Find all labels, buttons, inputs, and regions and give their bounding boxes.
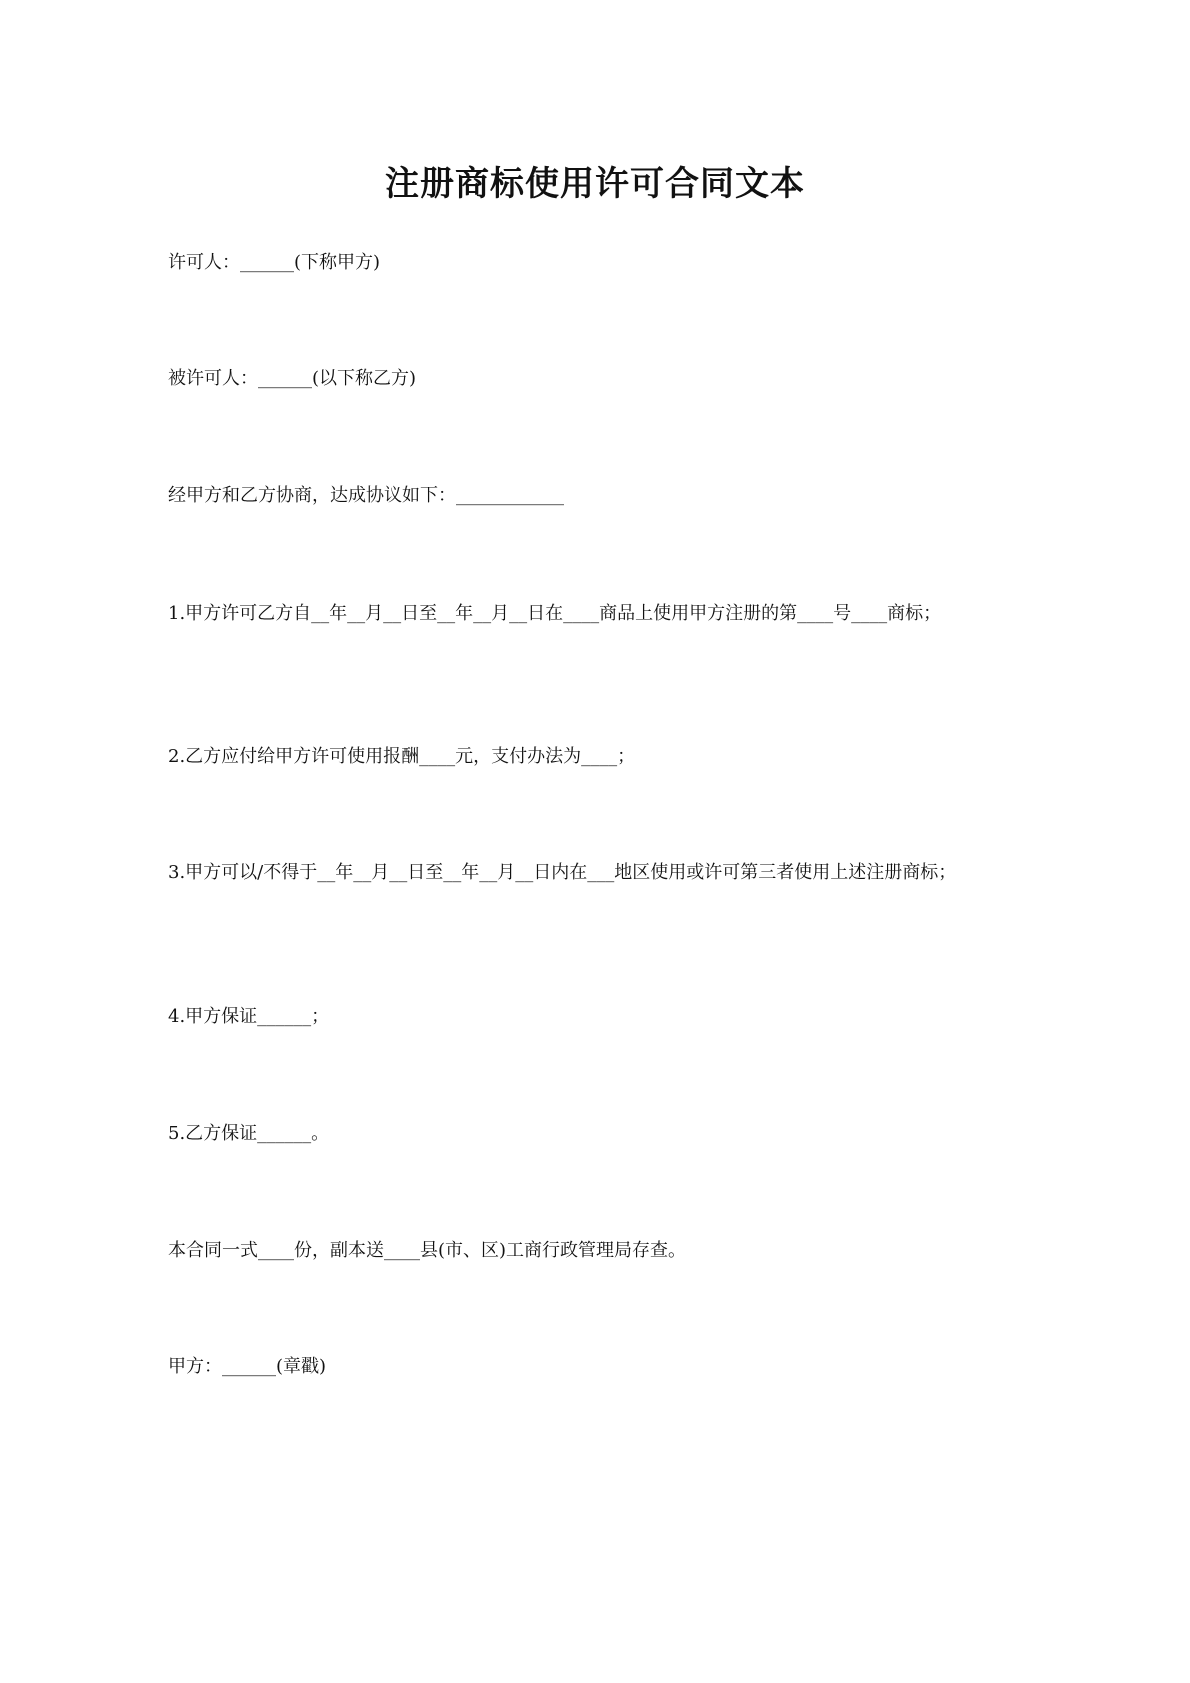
clause-4: 4.甲方保证______； [168,1006,330,1027]
licensor-line: 许可人：______(下称甲方) [168,252,381,273]
agreement-intro: 经甲方和乙方协商，达成协议如下：____________ [168,485,564,506]
clause-5: 5.乙方保证______。 [168,1123,330,1144]
clause-3: 3.甲方可以/不得于__年__月__日至__年__月__日内在___地区使用或许可第三者使用上述注册商标； [168,862,957,883]
party-a-signature: 甲方：______(章戳) [168,1356,327,1377]
licensee-line: 被许可人：______(以下称乙方) [168,368,417,389]
copies-clause: 本合同一式____份，副本送____县(市、区)工商行政管理局存查。 [168,1240,687,1261]
clause-2: 2.乙方应付给甲方许可使用报酬____元，支付办法为____； [168,746,636,767]
clause-1: 1.甲方许可乙方自__年__月__日至__年__月__日在____商品上使用甲方注册的第____号____商标； [168,603,942,624]
document-title: 注册商标使用许可合同文本 [385,164,805,204]
